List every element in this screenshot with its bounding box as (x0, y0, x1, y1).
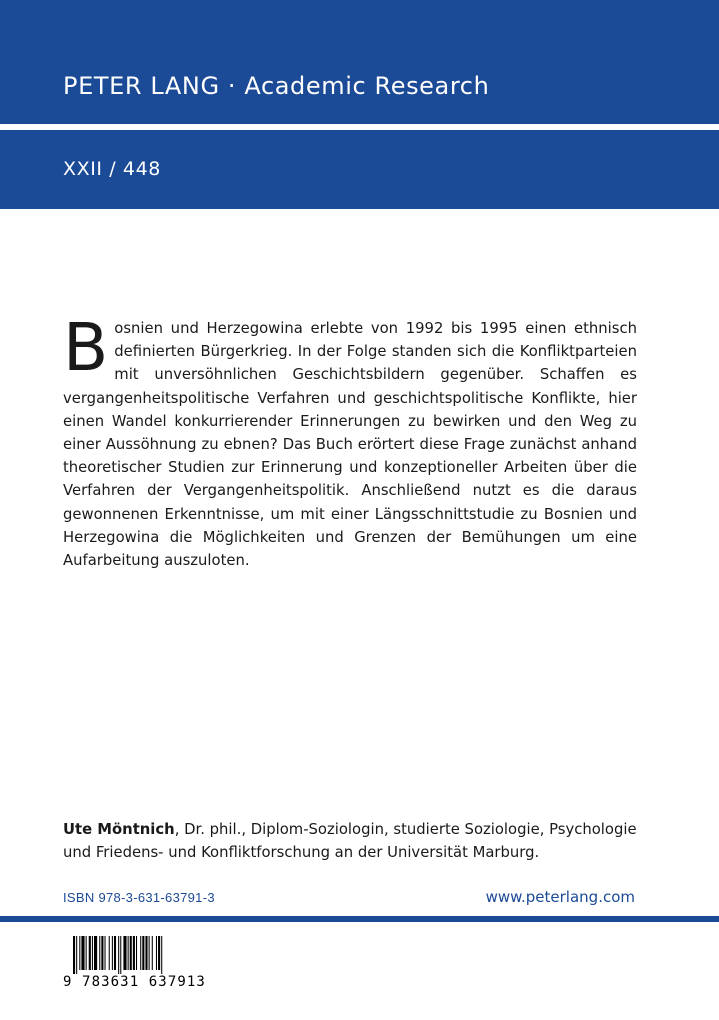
header-band (0, 0, 719, 124)
barcode-number: 9 783631 637913 (63, 974, 206, 990)
author-name: Ute Möntnich (63, 821, 175, 838)
barcode-bars-icon (63, 936, 209, 976)
barcode (63, 936, 209, 994)
volume-number: XXII / 448 (63, 158, 161, 180)
blurb-text: osnien und Herzegowina erlebte von 1992 bis 1995 einen ethnisch definierten Bürgerkrieg. In der Folge standen sich die Konfliktparteien mit unversöhnlichen Geschichtsbildern gegenüber. Schaffen es vergangenheitspolitische Verfahren und geschichtspolitische Konflikte, hier einen Wandel konkurrierender Erinnerungen zu bewirken und den Weg zu einer Aussöhnung zu ebnen? Das Buch erörtert diese Frage zunächst anhand theoretischer Studien zur Erinnerung und konzeptioneller Arbeiten über die Verfahren der Vergangenheitspolitik. Anschließend nutzt es die daraus gewonnenen Erkenntnisse, um mit einer Längsschnittstudie zu Bosnien und Herzegowina die Möglichkeiten und Grenzen der Bemühungen um eine Aufarbeitung auszuloten. (63, 320, 637, 570)
author-bio (63, 818, 643, 864)
isbn: ISBN 978-3-631-63791-3 (63, 890, 215, 905)
book-blurb (63, 309, 637, 572)
author-description: , Dr. phil., Diplom-Soziologin, studierte Soziologie, Psychologie und Friedens- und Konfliktforschung an der Universität Marburg. (63, 821, 637, 862)
series-title: PETER LANG · Academic Research (63, 72, 490, 100)
website-link[interactable]: www.peterlang.com (485, 888, 635, 906)
drop-cap: B (63, 309, 109, 386)
footer-rule (0, 916, 719, 922)
